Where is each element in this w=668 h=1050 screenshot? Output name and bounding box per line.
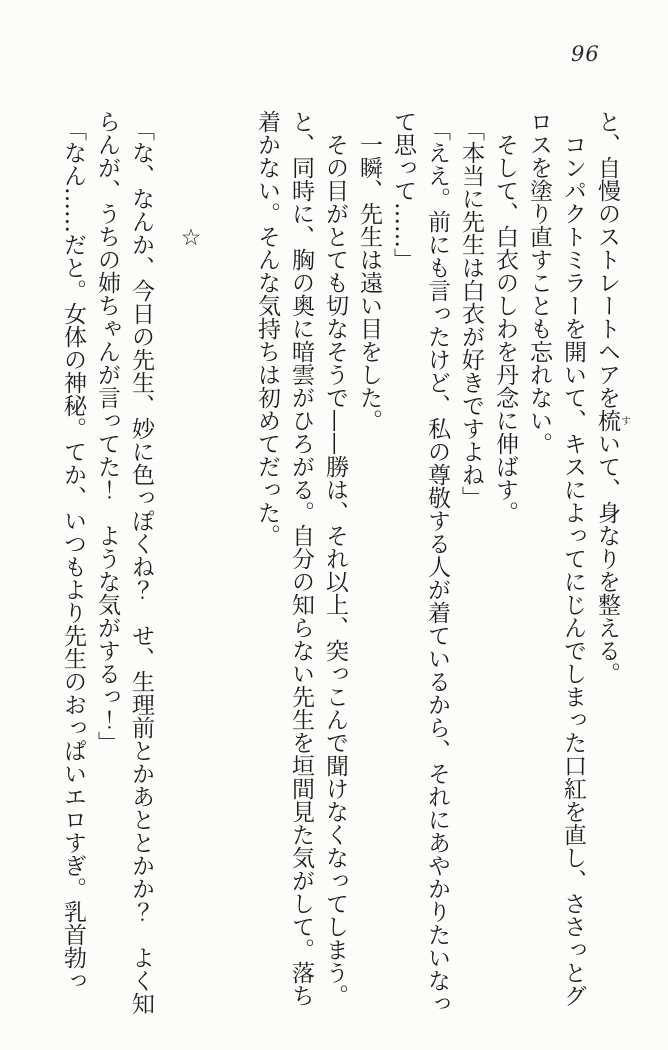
ruby-annotation [594, 409, 630, 432]
section-break-star: ☆ [178, 225, 204, 251]
paragraph-dialogue: 「ええ。前にも言ったけど、私の尊敬する人が着ているから、それにあやかりたいなって思って……」 [390, 110, 450, 1016]
paragraph-narration: と、同時に、胸の奥に暗雲がひろがる。自分の知らない先生を垣間見た気がして。落ち着かない。そんな気持ちは初めてだった。 [254, 110, 314, 1007]
paragraph-narration: コンパクトミラーを開いて、キスによってにじんでしまった口紅を直し、ささっとグロスを塗り直すことも忘れない。 [526, 110, 586, 1007]
paragraph-narration [590, 110, 629, 1025]
text-run: と、自慢のストレートヘアを [594, 110, 620, 409]
paragraph-narration: その目がとても切なそうで——勝は、それ以上、突っこんで聞けなくなってしまう。 [322, 133, 348, 1007]
paragraph-narration: 一瞬、先生は遠い目をした。 [356, 133, 382, 432]
paragraph-dialogue: 「な、なんか、今日の先生、妙に色っぽくね？ せ、生理前とかあととかか？ よく知らんが、うちの姉ちゃんが言ってた！ ような気がするっ！」 [94, 110, 154, 1016]
ruby-base: 梳 [594, 409, 620, 432]
paragraph-dialogue: 「本当に先生は白衣が好きですよね」 [458, 118, 484, 510]
page-number: 96 [571, 42, 600, 66]
paragraph-dialogue: 「なん……だと。女体の神秘。てか、いつもより先生のおっぱいエロすぎ。乳首勃っ [60, 118, 86, 993]
body-text [29, 110, 629, 1025]
paragraph-narration: そして、白衣のしわを丹念に伸ばす。 [492, 133, 518, 524]
ruby-text: す [618, 409, 630, 432]
text-run: いて、身なりを整える。 [594, 432, 620, 685]
